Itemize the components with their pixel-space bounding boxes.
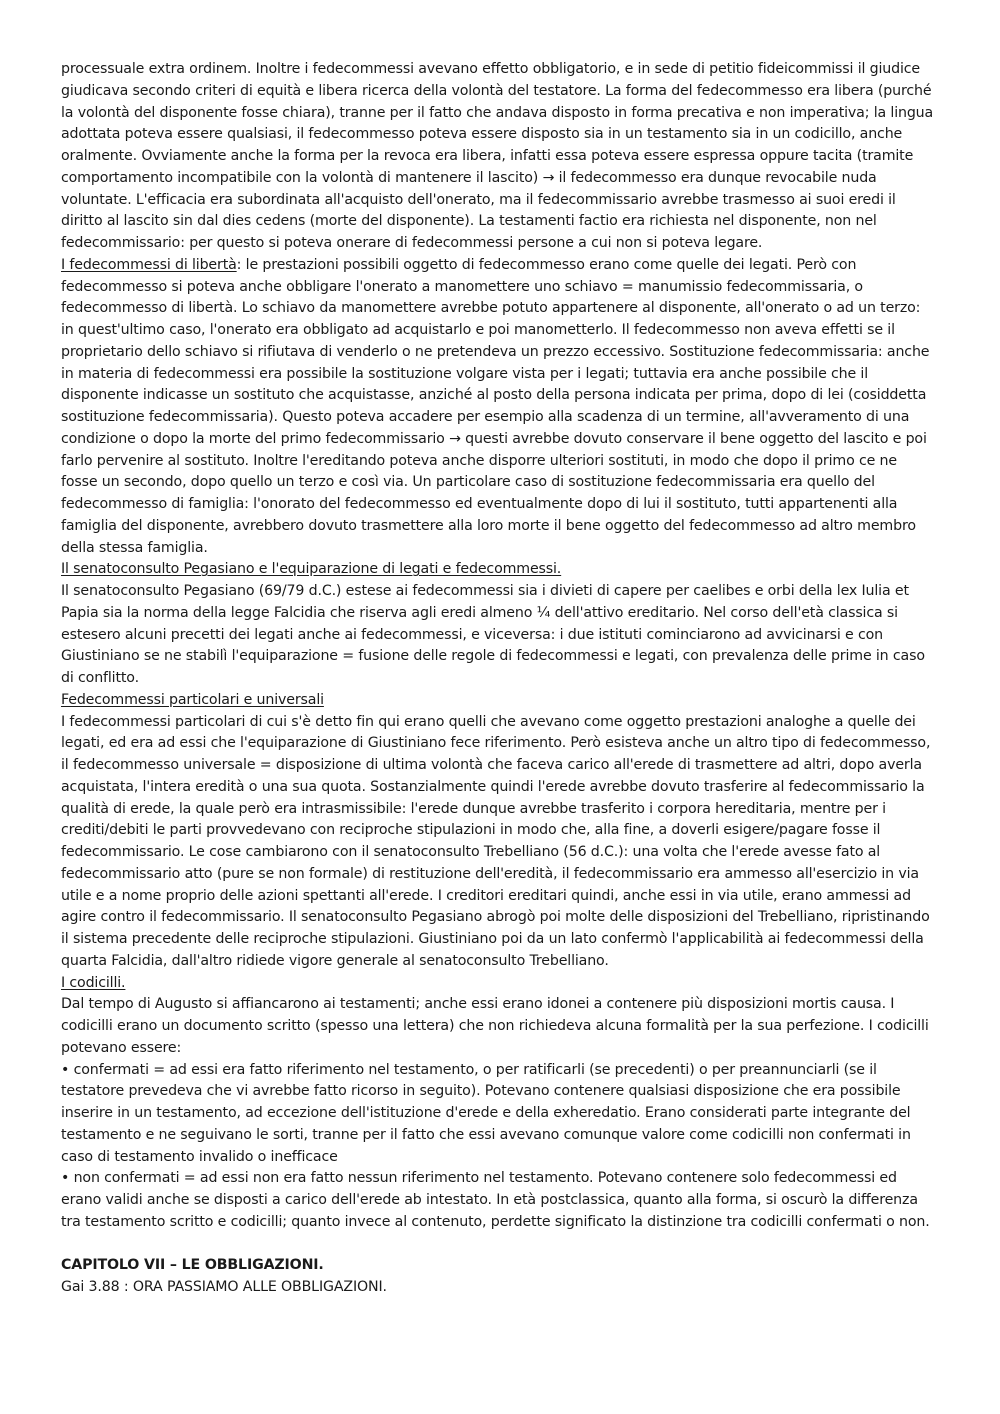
paragraph-fedecommessi-liberta-text: : le prestazioni possibili oggetto di fedecommesso erano come quelle dei legati. Però con fedecommesso si poteva anche obbligare l'onerato a manomettere uno schiavo = manumissio fedecommissaria, o fedecommesso di libertà. Lo schiavo da manomettere avrebbe potuto appartenere al disponente, all'onerato o ad un terzo: in quest'ultimo caso, l'onerato era obbligato ad acquistarlo e poi manometterlo. Il fedecommesso non aveva effetti se il proprietario dello schiavo si rifiutava di venderlo o ne pretendeva un prezzo eccessivo. Sostituzione fedecommissaria: anche in materia di fedecommessi era possibile la sostituzione volgare vista per i legati; tuttavia era anche possibile che il disponente indicasse un sostituto che acquistasse, anziché al posto della persona indicata per prima, dopo di lei (cosiddetta sostituzione fedecommissaria). Questo poteva accadere per esempio alla scadenza di un termine, all'avveramento di una condizione o dopo la morte del primo fedecommissario → questi avrebbe dovuto conservare il bene oggetto del lascito e poi farlo pervenire al sostituto. Inoltre l'ereditando poteva anche disporre ulteriori sostituti, in modo che dopo il primo ce ne fosse un secondo, dopo quello un terzo e così via. Un particolare caso di sostituzione fedecommissaria era quello del fedecommesso di famiglia: l'onorato del fedecommesso ed eventualmente dopo di lui il sostituto, tutti appartenenti alla famiglia del disponente, avrebbero dovuto trasmettere alla loro morte il bene oggetto del fedecommesso ad altro membro della stessa famiglia. [61, 256, 930, 556]
spacer [61, 1234, 937, 1256]
gai-quote: Gai 3.88 : ORA PASSIAMO ALLE OBBLIGAZIONI. [61, 1279, 387, 1295]
bullet-confermati: • confermati = ad essi era fatto riferimento nel testamento, o per ratificarli (se precedenti) o per preannunciarli (se il testatore prevedeva che vi avrebbe fatto ricorso in seguito). Potevano contenere qualsiasi disposizione che era possibile inserire in un testamento, ad eccezione dell'istituzione d'erede e della exheredatio. Erano considerati parte integrante del testamento e ne seguivano le sorti, tranne per il fatto che essi avevano comunque valore come codicilli non confermati in caso di testamento invalido o inefficace [61, 1061, 911, 1165]
section-heading-codicilli: I codicilli. [61, 974, 126, 991]
bullet-non-confermati: • non confermati = ad essi non era fatto nessun riferimento nel testamento. Potevano contenere solo fedecommessi ed erano validi anche se disposti a carico dell'erede ab intestato. In età postclassica, quanto alla forma, si oscurò la differenza tra testamento scritto e codicilli; quanto invece al contenuto, perdette significato la distinzione tra codicilli confermati o non. [61, 1170, 930, 1230]
section-heading-pegasiano: Il senatoconsulto Pegasiano e l'equiparazione di legati e fedecommessi. [61, 561, 562, 578]
chapter-heading: CAPITOLO VII – LE OBBLIGAZIONI. [61, 1257, 324, 1274]
inline-heading-fedecommessi-liberta: I fedecommessi di libertà [61, 256, 237, 273]
paragraph-fedecommessi-liberta [61, 255, 937, 560]
paragraph-pegasiano: Il senatoconsulto Pegasiano (69/79 d.C.) estese ai fedecommessi sia i divieti di capere per caelibes e orbi della lex Iulia et Papia sia la norma della legge Falcidia che riserva agli eredi almeno ¼ dell'attivo ereditario. Nel corso dell'età classica si estesero alcuni precetti dei legati anche ai fedecommessi, e viceversa: i due istituti cominciarono ad avvicinarsi e con Giustiniano se ne stabilì l'equiparazione = fusione delle regole di fedecommessi e legati, con prevalenza delle prime in caso di conflitto. [61, 583, 925, 686]
paragraph-fedecommessi-forma: processuale extra ordinem. Inoltre i fedecommessi avevano effetto obbligatorio, e in sede di petitio fideicommissi il giudice giudicava secondo criteri di equità e libera ricerca della volontà del testatore. La forma del fedecommesso era libera (purché la volontà del disponente fosse chiara), tranne per il fatto che andava disposto in forma precativa e non imperativa; la lingua adottata poteva essere qualsiasi, il fedecommesso poteva essere disposto sia in un testamento sia in un codicillo, anche oralmente. Ovviamente anche la forma per la revoca era libera, infatti essa poteva essere espressa oppure tacita (tramite comportamento incompatibile con la volontà di mantenere il lascito) → il fedecommesso era dunque revocabile nuda voluntate. L'efficacia era subordinata all'acquisto dell'onerato, ma il fedecommissario avrebbe trasmesso ai suoi eredi il diritto al lascito sin dal dies cedens (morte del disponente). La testamenti factio era richiesta nel disponente, non nel fedecommissario: per questo si poteva onerare di fedecommessi persone a cui non si poteva legare. [61, 61, 934, 251]
section-heading-fedecommessi-universali: Fedecommessi particolari e universali [61, 691, 324, 708]
paragraph-codicilli: Dal tempo di Augusto si affiancarono ai testamenti; anche essi erano idonei a contenere più disposizioni mortis causa. I codicilli erano un documento scritto (spesso una lettera) che non richiedeva alcuna formalità per la sua perfezione. I codicilli potevano essere: [61, 996, 929, 1056]
document-page [61, 59, 937, 1299]
paragraph-fedecommessi-universali: I fedecommessi particolari di cui s'è detto fin qui erano quelli che avevano come oggetto prestazioni analoghe a quelle dei legati, ed era ad essi che l'equiparazione di Giustiniano fece riferimento. Però esisteva anche un altro tipo di fedecommesso, il fedecommesso universale = disposizione di ultima volontà che faceva carico all'erede di trasmettere ad altri, dopo averla acquistata, l'intera eredità o una sua quota. Sostanzialmente quindi l'erede avrebbe dovuto trasferire al fedecommissario la qualità di erede, la quale però era intrasmissibile: l'erede dunque avrebbe trasferito i corpora hereditaria, mentre per i crediti/debiti le parti provvedevano con reciproche stipulazioni in modo che, alla fine, a doverli esigere/pagare fosse il fedecommissario. Le cose cambiarono con il senatoconsulto Trebelliano (56 d.C.): una volta che l'erede avesse fato al fedecommissario atto (pure se non formale) di restituzione dell'eredità, il fedecommissario era ammesso all'esercizio in via utile e a nome proprio delle azioni spettanti all'erede. I creditori ereditari quindi, anche essi in via utile, erano ammessi ad agire contro il fedecommissario. Il senatoconsulto Pegasiano abrogò poi molte delle disposizioni del Trebelliano, ripristinando il sistema precedente delle reciproche stipulazioni. Giustiniano poi da un lato confermò l'applicabilità ai fedecommessi della quarta Falcidia, dall'altro ridiede vigore generale al senatoconsulto Trebelliano. [61, 713, 931, 969]
